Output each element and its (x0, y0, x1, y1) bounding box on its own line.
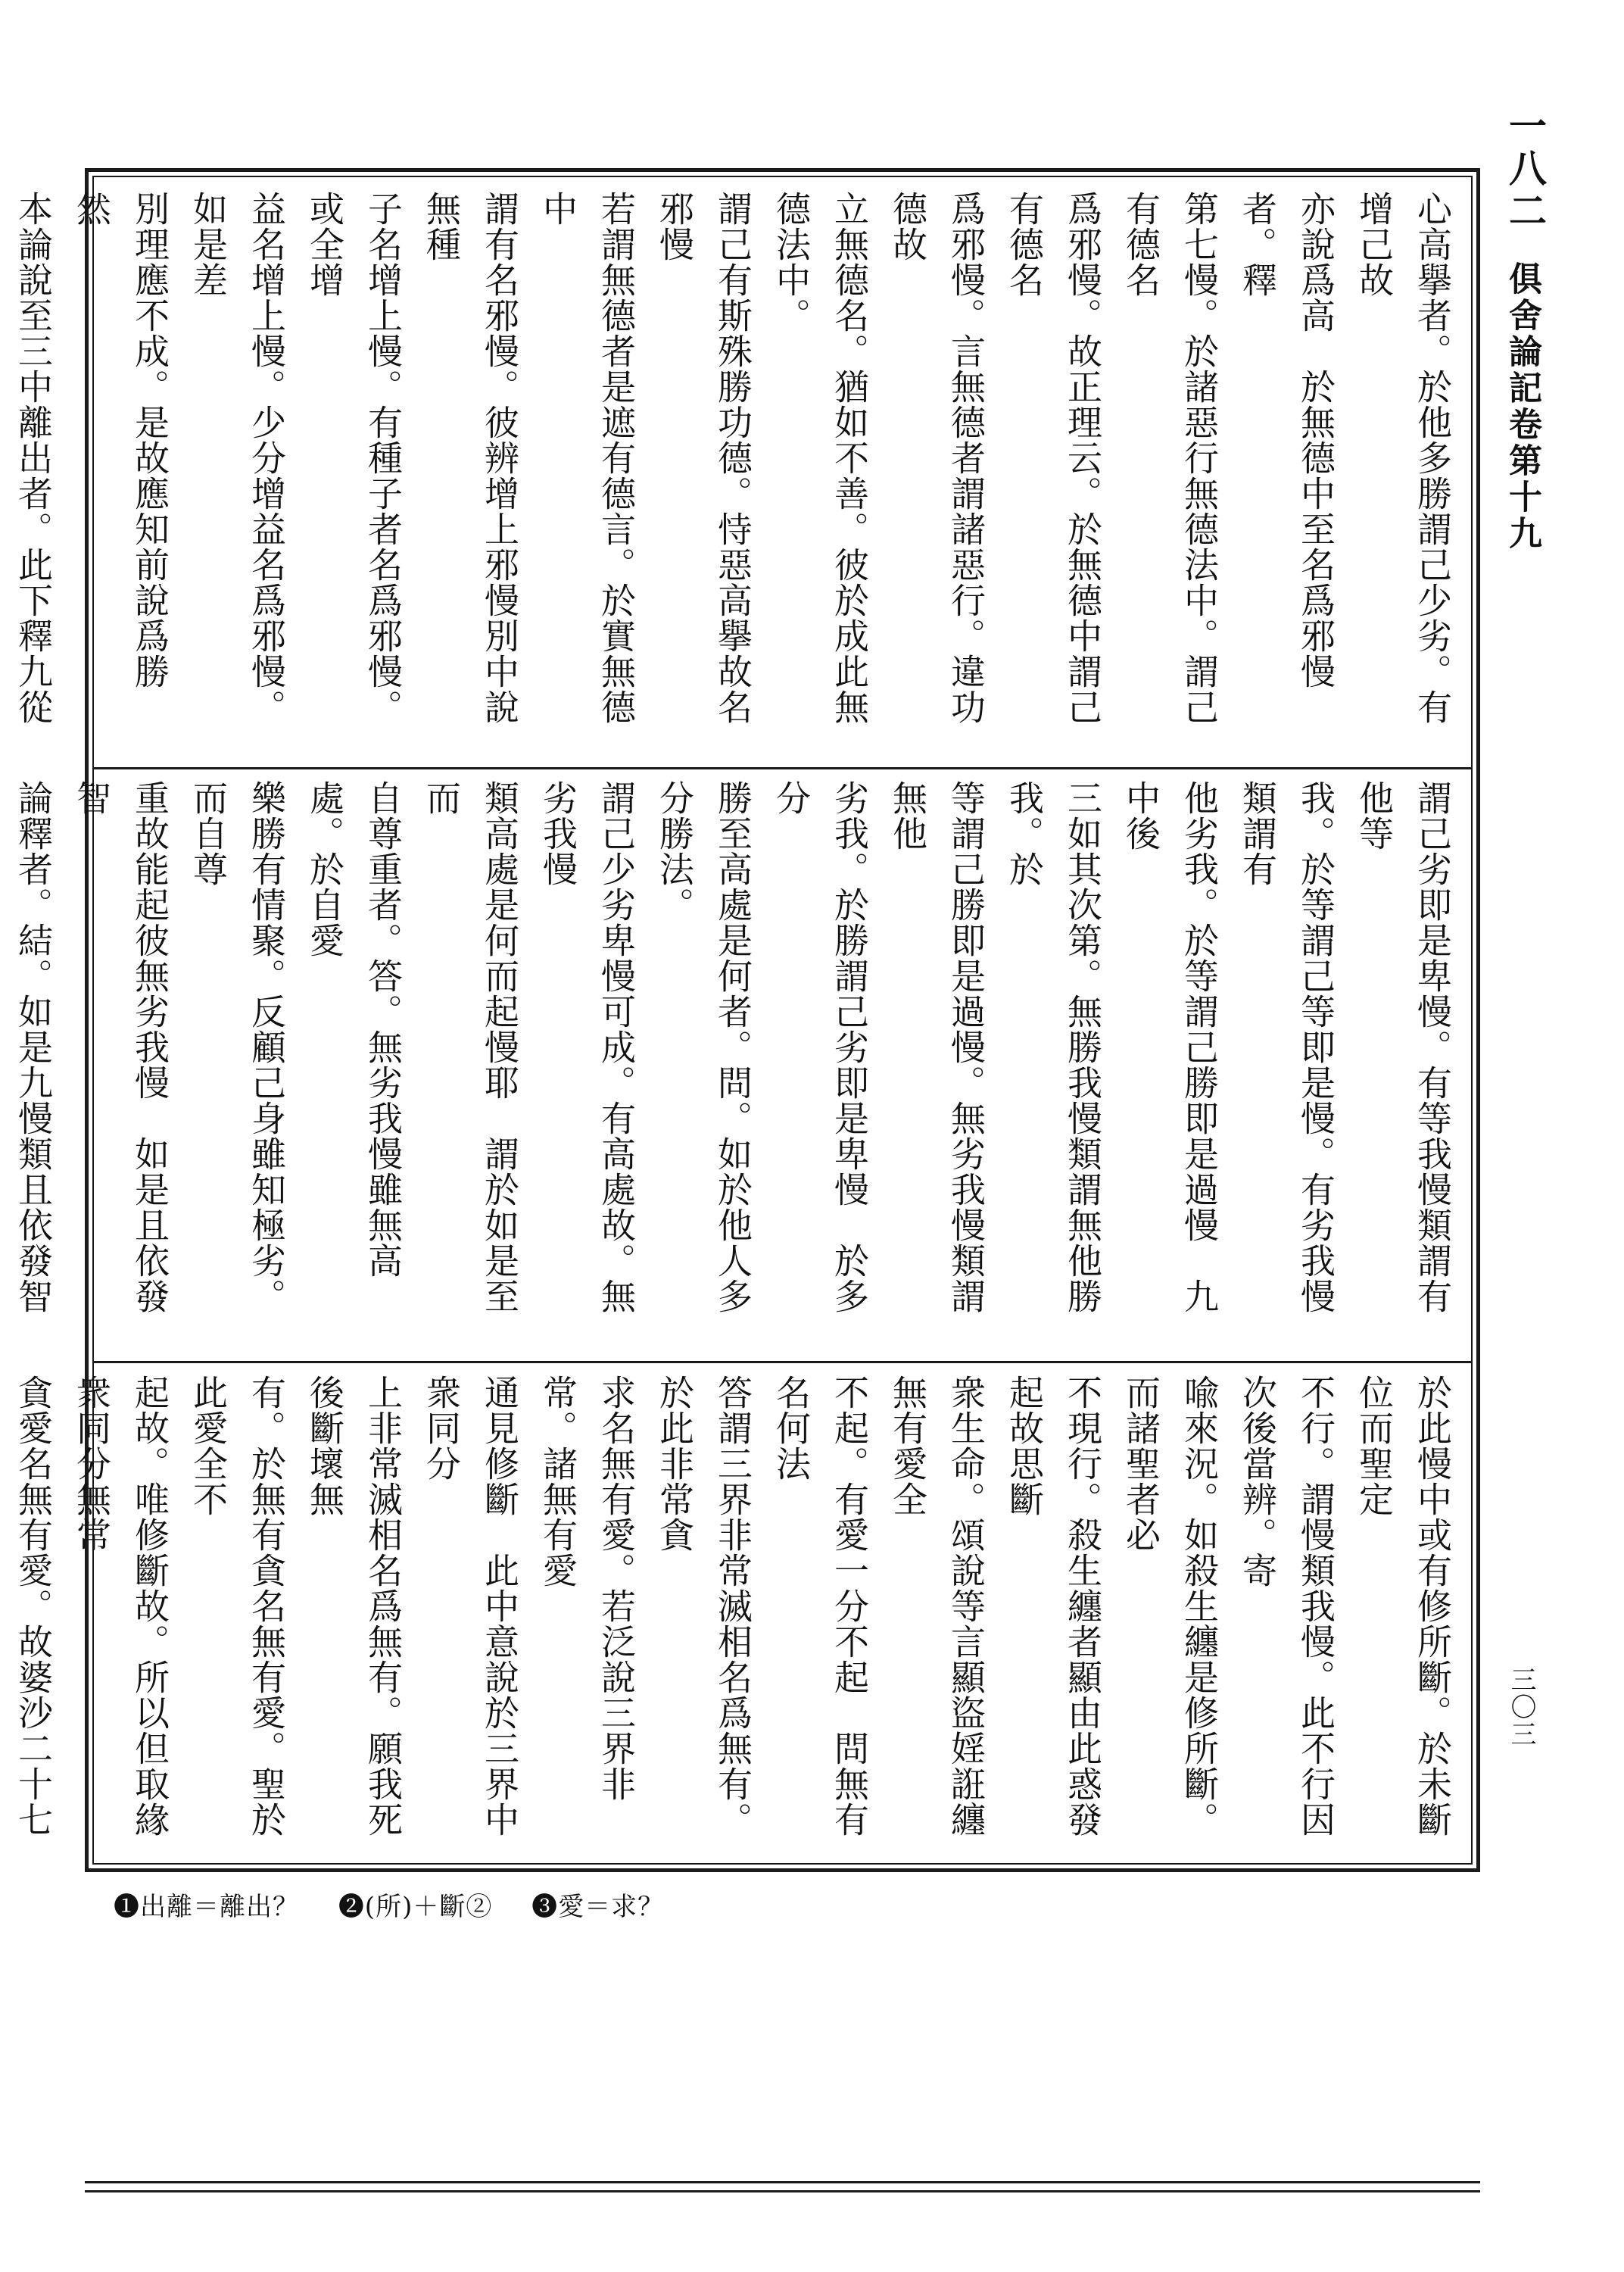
margin-number: 三〇三 (1506, 1666, 1536, 1748)
footnote-3: ❸愛＝求？ (531, 1892, 665, 1922)
bottom-rule (85, 2181, 1480, 2183)
text-block-bottom: 於此慢中或有修所斷。於未斷位而聖定 不行。謂慢類我慢。此不行因次後當辨。寄 喩來況。如殺生纏是修所斷。而諸聖者必 不現行。殺生纏者顯由此惑發起故思斷 衆生命。頌說等言顯盜婬誑纏無有愛全 不起。有愛一分不起 問無有名何法 答謂三界非常滅相名爲無有。於此非常貪 求名無有愛。若泛說三界非常。諸無有愛 通見修斷 此中意說於三界中衆同分 上非常滅相名爲無有。願我死後斷壞無 有。於無有貪名無有愛。聖於此愛全不 起故。唯修斷故。所以但取緣衆同分無常 貪愛名無有愛。故婆沙二十七 (13, 1375, 1453, 1837)
section-divider (92, 1361, 1473, 1363)
section-divider (92, 767, 1473, 769)
footnote-2: ❷(所)＋斷② (338, 1892, 493, 1922)
footnotes (114, 1886, 694, 1923)
page-number: 一八二 (1503, 106, 1548, 233)
bottom-rule (85, 2190, 1480, 2192)
text-block-top: 心高擧者。於他多勝謂己少劣。有增己故 亦說爲高 於無德中至名爲邪慢者。釋 第七慢。於諸惡行無德法中。謂己有德名 爲邪慢。故正理云。於無德中謂己有德名 爲邪慢。言無德者謂諸惡行。違功德故 立無德名。猶如不善。彼於成此無德法中。 謂己有斯殊勝功德。恃惡高擧故名邪慢 若謂無德者是遮有德言。於實無德中 謂有名邪慢。彼辨增上邪慢別中說無種 子名增上慢。有種子者名爲邪慢。或全增 益名增上慢。少分增益名爲邪慢。如是差 別理應不成。是故應知前說爲勝 然 本論說至三中離出者。此下釋九從 (13, 191, 1453, 725)
footnote-1: ❶出離＝離出？ (114, 1892, 299, 1922)
running-title: 俱舍論記卷第十九 (1503, 261, 1541, 552)
text-block-middle: 謂己劣即是卑慢。有等我慢類謂有他等 我。於等謂己等即是慢。有劣我慢類謂有 他劣我。於等謂己勝即是過慢 九中後 三如其次第。無勝我慢類謂無他勝我。於 等謂己勝即是過慢。無劣我慢類謂無他 劣我。於勝謂己劣即是卑慢 於多分 勝至高處是何者。問。如於他人多分勝法。 謂己少劣卑慢可成。有高處故。無劣我慢 類高處是何而起慢耶 謂於如是至而 自尊重者。答。無劣我慢雖無高處。於自愛 樂勝有情聚。反顧己身雖知極劣。而自尊 重故能起彼無劣我慢 如是且依發智 論釋者。結。如是九慢類且依發智 (13, 780, 1453, 1314)
